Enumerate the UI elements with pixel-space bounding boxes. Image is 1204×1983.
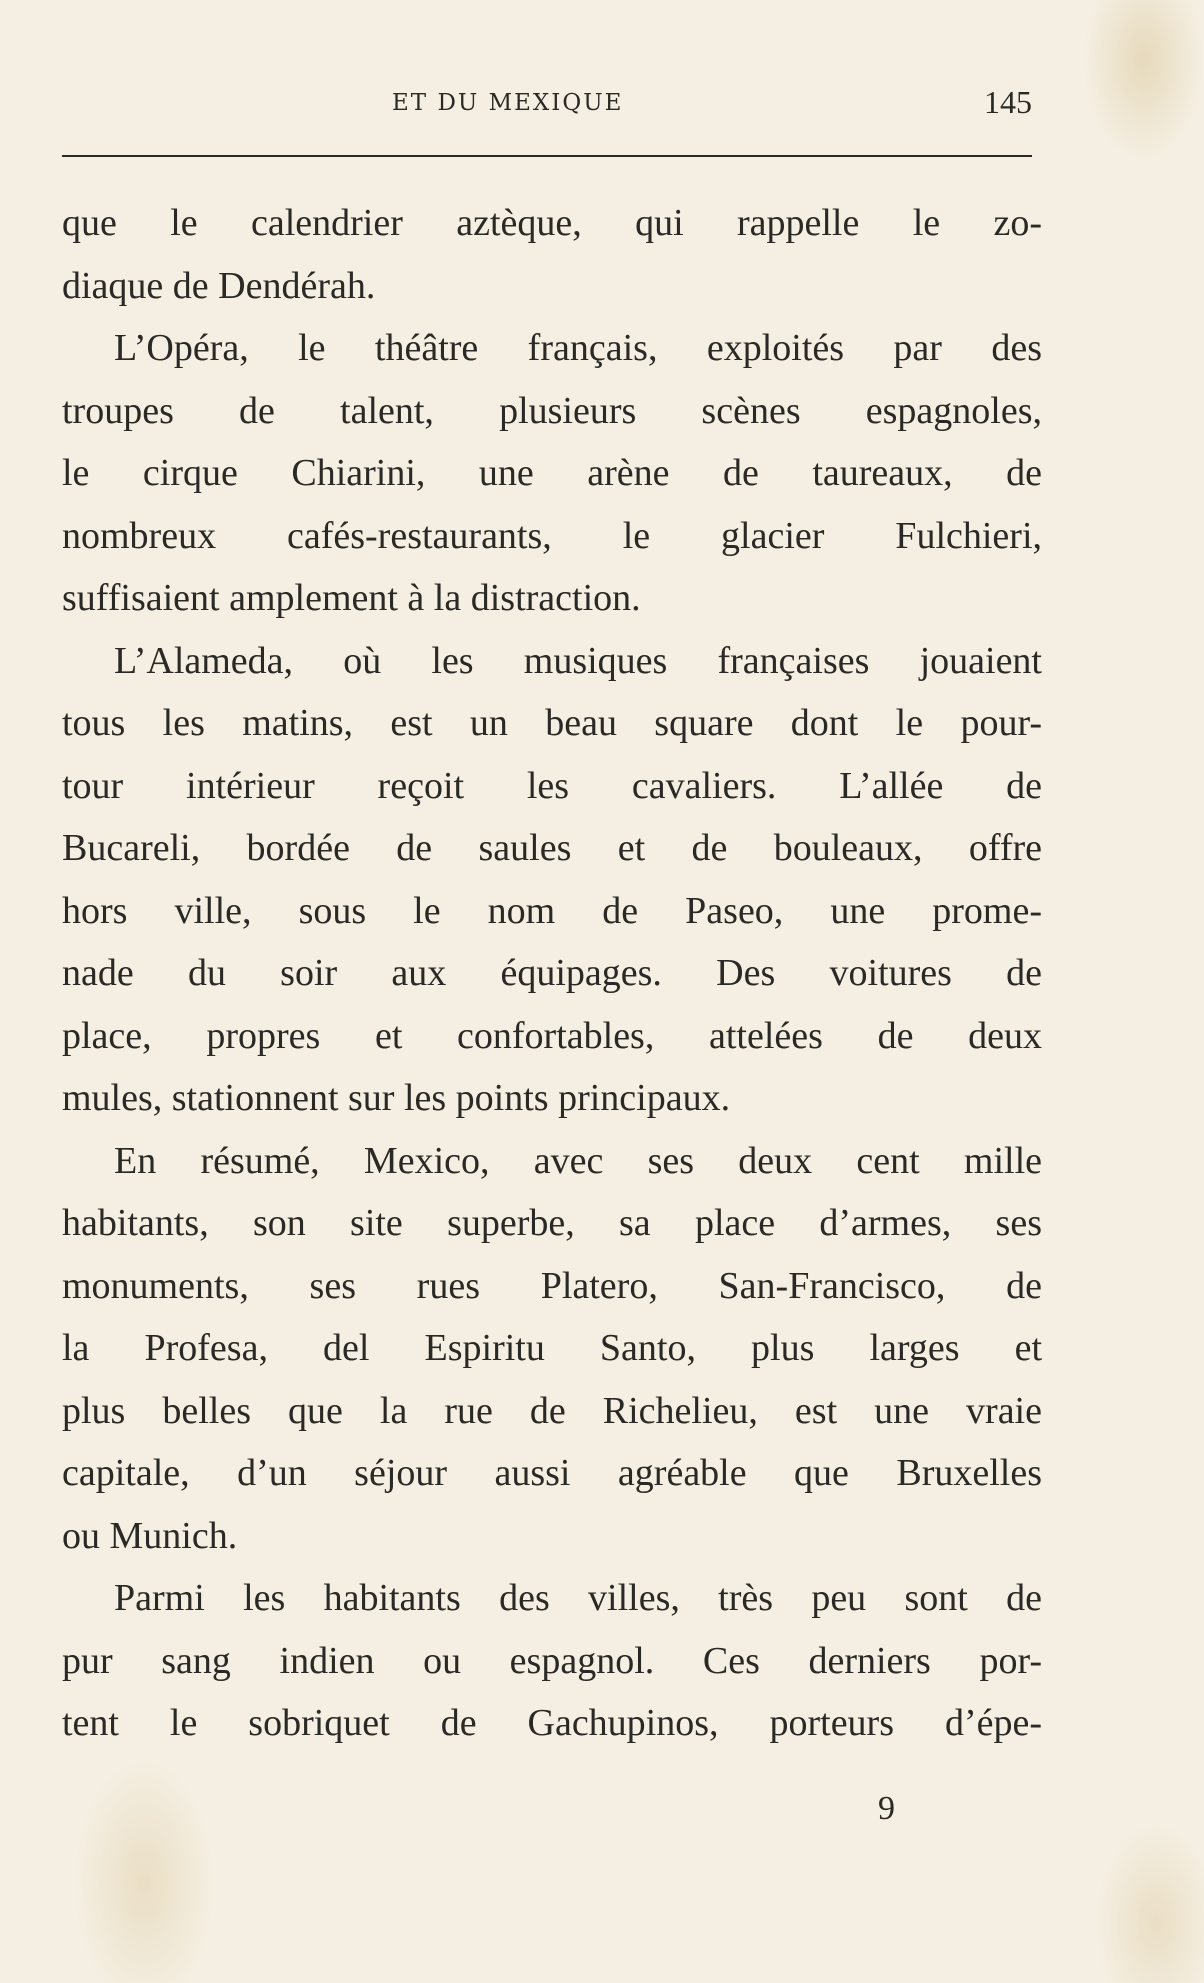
text-line: L’Alameda, où les musiques françaises jouaient bbox=[114, 639, 1042, 682]
text-line: que le calendrier aztèque, qui rappelle le zo- bbox=[62, 202, 1042, 244]
text-line: capitale, d’un séjour aussi agréable que Bruxelles bbox=[62, 1452, 1042, 1494]
running-head bbox=[62, 84, 1032, 124]
text-line: tour intérieur reçoit les cavaliers. L’allée de bbox=[62, 764, 1042, 807]
text-line: plus belles que la rue de Richelieu, est une vraie bbox=[62, 1389, 1042, 1432]
text-line: hors ville, sous le nom de Paseo, une prome- bbox=[62, 889, 1042, 932]
text-line: Bucareli, bordée de saules et de bouleaux, offre bbox=[62, 827, 1042, 869]
text-line: habitants, son site superbe, sa place d’armes, ses bbox=[62, 1202, 1042, 1244]
body-text bbox=[62, 192, 1042, 1755]
text-line: troupes de talent, plusieurs scènes espagnoles, bbox=[62, 389, 1042, 432]
text-line: monuments, ses rues Platero, San-Francisco, de bbox=[62, 1264, 1042, 1307]
header-rule bbox=[62, 155, 1032, 157]
text-line: la Profesa, del Espiritu Santo, plus larges et bbox=[62, 1327, 1042, 1369]
text-line: pur sang indien ou espagnol. Ces derniers por- bbox=[62, 1639, 1042, 1682]
text-line: Parmi les habitants des villes, très peu sont de bbox=[114, 1577, 1042, 1619]
text-line: L’Opéra, le théâtre français, exploités par des bbox=[114, 327, 1042, 369]
page-number: 145 bbox=[984, 84, 1032, 120]
text-line: nombreux cafés-restaurants, le glacier Fulchieri, bbox=[62, 514, 1042, 557]
text-line: tous les matins, est un beau square dont le pour- bbox=[62, 702, 1042, 744]
text-line: En résumé, Mexico, avec ses deux cent mille bbox=[114, 1139, 1042, 1182]
text-line: tent le sobriquet de Gachupinos, porteurs d’épe- bbox=[62, 1702, 1042, 1744]
text-line: suffisaient amplement à la distraction. bbox=[62, 577, 641, 619]
text-line: mules, stationnent sur les points principaux. bbox=[62, 1077, 731, 1119]
text-line: le cirque Chiarini, une arène de taureaux, de bbox=[62, 452, 1042, 494]
text-line: ou Munich. bbox=[62, 1514, 238, 1557]
text-line: nade du soir aux équipages. Des voitures de bbox=[62, 952, 1042, 994]
text-line: diaque de Dendérah. bbox=[62, 264, 376, 307]
text-line: place, propres et confortables, attelées de deux bbox=[62, 1014, 1042, 1057]
running-title: ET DU MEXIQUE bbox=[392, 90, 624, 116]
signature-mark: 9 bbox=[878, 1790, 895, 1827]
